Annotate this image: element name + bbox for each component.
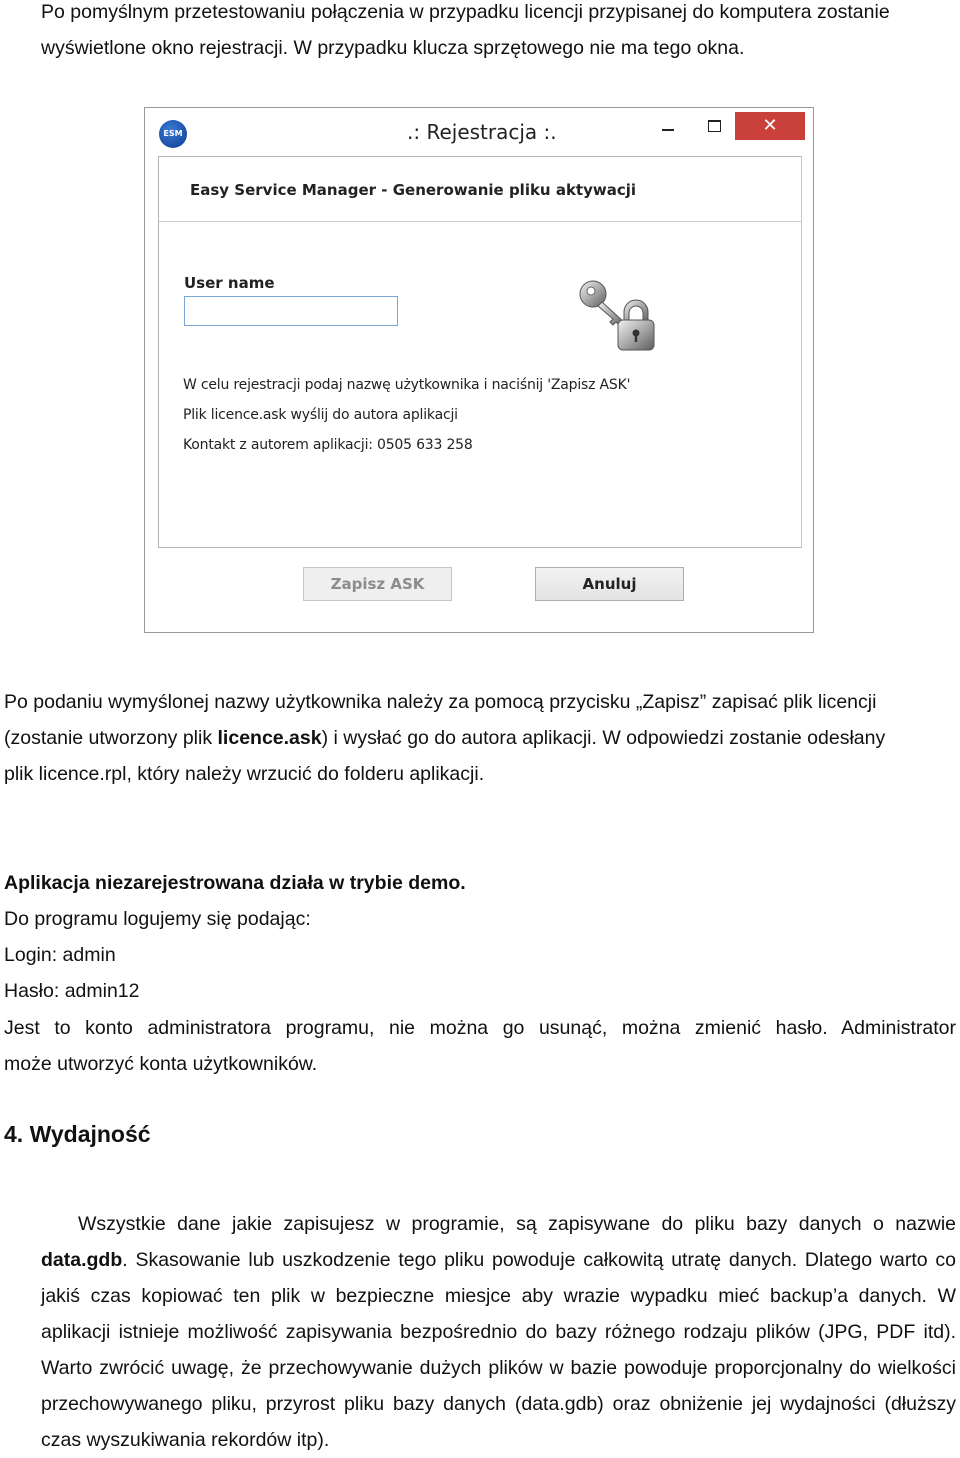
dialog-header-title: Easy Service Manager - Generowanie pliku aktywacji bbox=[190, 181, 637, 199]
performance-paragraph bbox=[41, 1242, 956, 1458]
password-credential: Hasło: admin12 bbox=[4, 980, 140, 1002]
contact-info-line: Kontakt z autorem aplikacji: 0505 633 258 bbox=[183, 437, 473, 453]
license-paragraph-line-2 bbox=[4, 720, 958, 756]
performance-paragraph-first-line: Wszystkie dane jakie zapisujesz w programie, są zapisywane do pliku bazy danych o nazwie bbox=[78, 1213, 956, 1235]
license-paragraph-line-3: plik licence.rpl, który należy wrzucić do folderu aplikacji. bbox=[4, 763, 485, 785]
text-span: (zostanie utworzony plik bbox=[4, 727, 218, 749]
maximize-icon bbox=[708, 120, 721, 132]
user-name-label: User name bbox=[184, 274, 275, 292]
text-span: . Skasowanie lub uszkodzenie tego pliku powoduje całkowitą utratę danych. Dlatego warto co jakiś czas kopiować ten plik w bezpieczne miesjce aby wrazie wypadku mieć backup’a danych. W aplikacji istnieje możliwość zapisywania bezpośrednio do bazy różnego rodzaju plików (JPG, PDF itd). Warto zwrócić uwagę, że przechowywanie dużych plików w bazie powoduje proporcjonalny do wielkości przechowywanego pliku, przyrost pliku bazy danych (data.gdb) oraz obniżenie jej wydajności (dłuższy czas wyszukiwania rekordów itp). bbox=[41, 1249, 956, 1451]
text-span: ) i wysłać go do autora aplikacji. W odpowiedzi zostanie odesłany bbox=[321, 727, 886, 749]
login-intro: Do programu logujemy się podając: bbox=[4, 908, 311, 930]
dialog-titlebar bbox=[145, 108, 813, 156]
dialog-header-band bbox=[159, 157, 801, 222]
admin-note-line-1: Jest to konto administratora programu, nie można go usunąć, można zmienić hasło. Administrator bbox=[4, 1017, 956, 1039]
license-paragraph-line-1: Po podaniu wymyślonej nazwy użytkownika należy za pomocą przycisku „Zapisz” zapisać plik licencji bbox=[4, 691, 877, 713]
close-button[interactable] bbox=[735, 112, 805, 140]
esm-logo-icon: ESM bbox=[159, 120, 187, 148]
login-credential: Login: admin bbox=[4, 944, 116, 966]
intro-line-2: wyświetlone okno rejestracji. W przypadku klucza sprzętowego nie ma tego okna. bbox=[41, 37, 745, 59]
section-heading: 4. Wydajność bbox=[4, 1121, 151, 1147]
dialog-content-panel bbox=[158, 156, 802, 548]
licence-ask-filename: licence.ask bbox=[217, 727, 322, 749]
data-gdb-filename: data.gdb bbox=[41, 1249, 123, 1271]
info-line: W celu rejestracji podaj nazwę użytkownika i naciśnij 'Zapisz ASK' bbox=[183, 377, 631, 393]
intro-line-1: Po pomyślnym przetestowaniu połączenia w przypadku licencji przypisanej do komputera zostanie bbox=[41, 1, 890, 23]
admin-note-line-2: może utworzyć konta użytkowników. bbox=[4, 1053, 318, 1075]
minimize-icon bbox=[662, 129, 674, 131]
close-icon: ✕ bbox=[762, 115, 778, 136]
dialog-title: .: Rejestracja :. bbox=[407, 120, 557, 144]
maximize-button[interactable] bbox=[691, 112, 737, 140]
demo-mode-note: Aplikacja niezarejestrowana działa w trybie demo. bbox=[4, 872, 466, 894]
user-name-input[interactable] bbox=[184, 296, 398, 326]
info-line: Plik licence.ask wyślij do autora aplikacji bbox=[183, 407, 458, 423]
save-ask-button[interactable]: Zapisz ASK bbox=[303, 567, 452, 601]
registration-dialog bbox=[144, 107, 814, 633]
key-lock-icon bbox=[574, 274, 659, 356]
minimize-button[interactable] bbox=[645, 112, 691, 140]
cancel-button[interactable]: Anuluj bbox=[535, 567, 684, 601]
